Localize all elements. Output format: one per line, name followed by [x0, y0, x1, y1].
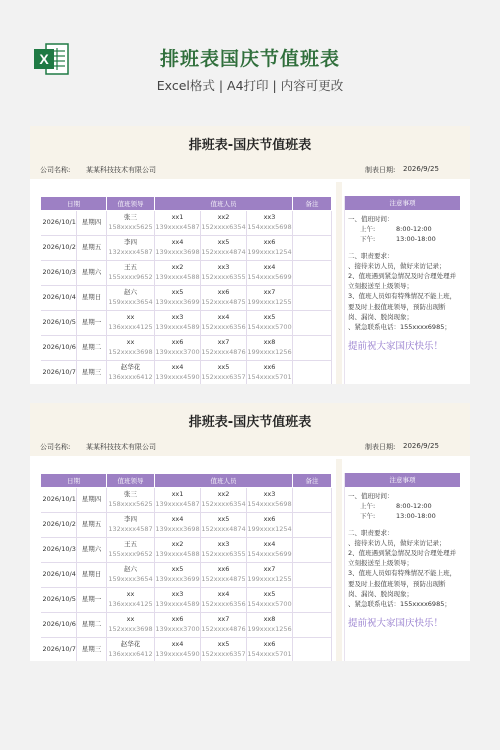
- cell-staff: [247, 563, 293, 588]
- notes-panel: [344, 473, 460, 661]
- col-header-leader: 值班领导: [107, 474, 155, 488]
- am-label: 上午:: [360, 502, 376, 511]
- duty-item-2: 2、值班遇到紧急情况及时合理处理并立刻报送至上级领导；: [348, 272, 457, 291]
- staff-phone: 139xxxx4588: [155, 550, 200, 558]
- staff-phone: 139xxxx4589: [155, 600, 200, 608]
- page-subtitle: Excel格式 | A4打印 | 内容可更改: [156, 78, 344, 93]
- leader-name: 赵华花: [120, 363, 141, 372]
- leader-phone: 155xxxx9652: [108, 550, 153, 558]
- staff-name: xx5: [217, 363, 230, 372]
- sheet-preview-2: [30, 403, 470, 661]
- leader-name: 赵六: [124, 565, 137, 574]
- holiday-wish: 提前祝大家国庆快乐！: [348, 340, 444, 352]
- staff-name: xx4: [263, 540, 276, 549]
- table-row: [41, 638, 332, 662]
- svg-text:X: X: [39, 51, 49, 67]
- cell-leader: [107, 261, 155, 286]
- table-row: [41, 211, 332, 236]
- staff-name: xx4: [217, 313, 230, 322]
- col-header-remark: 备注: [293, 474, 332, 488]
- sheet-title-band: [30, 403, 470, 456]
- cell-leader: [107, 588, 155, 613]
- cell-leader: [107, 563, 155, 588]
- staff-phone: 154xxxx5701: [247, 650, 292, 658]
- staff-name: xx3: [263, 213, 276, 222]
- cell-staff: [155, 513, 201, 538]
- table-row: [41, 538, 332, 563]
- staff-name: xx4: [171, 238, 184, 247]
- staff-phone: 139xxxx4587: [155, 223, 200, 231]
- staff-phone: 154xxxx5698: [247, 223, 292, 231]
- cell-weekday: 星期一: [77, 311, 107, 336]
- col-header-remark: 备注: [293, 197, 332, 211]
- staff-phone: 139xxxx3700: [155, 348, 200, 356]
- staff-name: xx6: [171, 615, 184, 624]
- cell-staff: [155, 563, 201, 588]
- cell-remark: [293, 211, 332, 236]
- am-label: 上午:: [360, 225, 376, 234]
- sheet-preview-1: [30, 126, 470, 384]
- cell-date: 2026/10/1: [41, 488, 77, 513]
- cell-staff: [155, 236, 201, 261]
- cell-staff: [201, 588, 247, 613]
- divider-strip: [336, 182, 342, 384]
- staff-phone: 199xxxx1255: [247, 298, 292, 306]
- duty-item-4: 、紧急联系电话：155xxxx6985；: [348, 322, 451, 331]
- notes-section-duty: 二、职责要求：: [348, 252, 394, 261]
- staff-phone: 152xxxx4876: [201, 348, 246, 356]
- company-label: 公司名称:: [40, 166, 71, 174]
- table-header-row: [41, 197, 332, 211]
- staff-phone: 152xxxx6357: [201, 373, 246, 381]
- leader-name: xx: [126, 615, 135, 624]
- notes-header: 注意事项: [345, 196, 460, 210]
- notes-section-time: 一、值班时间：: [348, 215, 394, 223]
- page-header: [0, 0, 500, 112]
- cell-staff: [155, 336, 201, 361]
- staff-name: xx2: [217, 490, 230, 499]
- cell-leader: [107, 513, 155, 538]
- staff-phone: 152xxxx4874: [201, 248, 246, 256]
- pm-label: 下午:: [360, 512, 376, 521]
- cell-remark: [293, 638, 332, 662]
- cell-leader: [107, 538, 155, 563]
- cell-staff: [155, 538, 201, 563]
- cell-leader: [107, 638, 155, 662]
- leader-phone: 136xxxx6412: [108, 373, 153, 381]
- duty-item-1: 、接待来访人员，做好来访记录；: [348, 262, 446, 271]
- staff-name: xx8: [263, 338, 276, 347]
- staff-phone: 154xxxx5699: [247, 273, 292, 281]
- staff-phone: 139xxxx3700: [155, 625, 200, 633]
- staff-phone: 154xxxx5701: [247, 373, 292, 381]
- leader-phone: 132xxxx4587: [108, 525, 153, 533]
- leader-phone: 158xxxx5625: [108, 500, 153, 508]
- staff-name: xx6: [263, 515, 276, 524]
- table-row: [41, 513, 332, 538]
- pm-time: 13:00-18:00: [396, 512, 436, 521]
- leader-phone: 159xxxx3654: [108, 298, 153, 306]
- staff-name: xx2: [171, 263, 184, 272]
- staff-name: xx1: [171, 490, 184, 499]
- staff-name: xx3: [217, 540, 230, 549]
- cell-staff: [247, 311, 293, 336]
- cell-staff: [201, 513, 247, 538]
- duty-item-3: 3、值班人员如有特殊情况不能上班，要及时上报值班领导，预防出现断岗、漏岗、脱岗现象；: [348, 292, 457, 321]
- cell-staff: [247, 211, 293, 236]
- date-value: 2026/9/25: [403, 442, 439, 450]
- table-row: [41, 488, 332, 513]
- table-row: [41, 261, 332, 286]
- cell-weekday: 星期五: [77, 236, 107, 261]
- staff-phone: 152xxxx4876: [201, 625, 246, 633]
- staff-phone: 199xxxx1254: [247, 525, 292, 533]
- holiday-wish: 提前祝大家国庆快乐！: [348, 617, 444, 629]
- cell-leader: [107, 286, 155, 311]
- cell-weekday: 星期六: [77, 538, 107, 563]
- staff-name: xx5: [217, 515, 230, 524]
- staff-phone: 139xxxx4588: [155, 273, 200, 281]
- staff-phone: 199xxxx1256: [247, 625, 292, 633]
- cell-date: 2026/10/2: [41, 513, 77, 538]
- staff-name: xx7: [263, 288, 276, 297]
- cell-staff: [201, 538, 247, 563]
- duty-item-2: 2、值班遇到紧急情况及时合理处理并立刻报送至上级领导；: [348, 549, 457, 568]
- leader-name: 李四: [124, 238, 137, 247]
- cell-staff: [201, 361, 247, 385]
- company-label: 公司名称:: [40, 443, 71, 451]
- staff-phone: 152xxxx6355: [201, 273, 246, 281]
- staff-name: xx5: [217, 238, 230, 247]
- table-row: [41, 563, 332, 588]
- cell-date: 2026/10/6: [41, 613, 77, 638]
- duty-table: [40, 196, 332, 384]
- duty-item-3: 3、值班人员如有特殊情况不能上班，要及时上报值班领导，预防出现断岗、漏岗、脱岗现象；: [348, 569, 457, 598]
- staff-name: xx3: [171, 590, 184, 599]
- table-row: [41, 286, 332, 311]
- cell-leader: [107, 311, 155, 336]
- staff-name: xx2: [217, 213, 230, 222]
- page-title: 排班表国庆节值班表: [159, 48, 340, 70]
- staff-name: xx7: [263, 565, 276, 574]
- notes-section-time: 一、值班时间：: [348, 492, 394, 500]
- cell-staff: [201, 563, 247, 588]
- sheet-title: 排班表-国庆节值班表: [188, 138, 312, 153]
- staff-phone: 139xxxx4589: [155, 323, 200, 331]
- cell-remark: [293, 588, 332, 613]
- staff-phone: 152xxxx6355: [201, 550, 246, 558]
- col-header-staff: 值班人员: [155, 197, 293, 211]
- staff-phone: 152xxxx4875: [201, 298, 246, 306]
- staff-name: xx6: [217, 565, 230, 574]
- table-row: [41, 311, 332, 336]
- staff-phone: 139xxxx3699: [155, 575, 200, 583]
- cell-date: 2026/10/5: [41, 588, 77, 613]
- leader-phone: 136xxxx6412: [108, 650, 153, 658]
- staff-name: xx4: [171, 363, 184, 372]
- cell-staff: [155, 211, 201, 236]
- duty-item-1: 、接待来访人员，做好来访记录；: [348, 539, 446, 548]
- leader-name: 张三: [124, 213, 137, 222]
- table-row: [41, 236, 332, 261]
- cell-weekday: 星期五: [77, 513, 107, 538]
- staff-phone: 152xxxx6356: [201, 323, 246, 331]
- cell-staff: [247, 588, 293, 613]
- leader-phone: 155xxxx9652: [108, 273, 153, 281]
- staff-phone: 152xxxx4875: [201, 575, 246, 583]
- table-row: [41, 336, 332, 361]
- cell-staff: [247, 613, 293, 638]
- cell-staff: [247, 538, 293, 563]
- cell-staff: [201, 311, 247, 336]
- pm-label: 下午:: [360, 235, 376, 244]
- cell-staff: [201, 211, 247, 236]
- cell-weekday: 星期四: [77, 488, 107, 513]
- cell-weekday: 星期一: [77, 588, 107, 613]
- staff-name: xx3: [263, 490, 276, 499]
- table-row: [41, 588, 332, 613]
- leader-name: 李四: [124, 515, 137, 524]
- cell-remark: [293, 563, 332, 588]
- staff-phone: 139xxxx3699: [155, 298, 200, 306]
- cell-date: 2026/10/2: [41, 236, 77, 261]
- col-header-date: 日期: [41, 474, 107, 488]
- staff-name: xx4: [171, 640, 184, 649]
- cell-weekday: 星期六: [77, 261, 107, 286]
- leader-phone: 136xxxx4125: [108, 323, 153, 331]
- leader-phone: 159xxxx3654: [108, 575, 153, 583]
- notes-header: 注意事项: [345, 473, 460, 487]
- staff-phone: 152xxxx6356: [201, 600, 246, 608]
- staff-phone: 199xxxx1256: [247, 348, 292, 356]
- cell-staff: [155, 261, 201, 286]
- cell-leader: [107, 336, 155, 361]
- cell-staff: [155, 286, 201, 311]
- staff-name: xx7: [217, 615, 230, 624]
- cell-weekday: 星期日: [77, 563, 107, 588]
- cell-staff: [155, 361, 201, 385]
- staff-phone: 139xxxx3698: [155, 525, 200, 533]
- cell-weekday: 星期四: [77, 211, 107, 236]
- table-row: [41, 361, 332, 385]
- table-header-row: [41, 474, 332, 488]
- notes-section-duty: 二、职责要求：: [348, 529, 394, 538]
- cell-leader: [107, 613, 155, 638]
- cell-remark: [293, 538, 332, 563]
- cell-staff: [201, 261, 247, 286]
- leader-phone: 152xxxx3698: [108, 348, 153, 356]
- col-header-date: 日期: [41, 197, 107, 211]
- leader-name: xx: [126, 590, 135, 599]
- duty-item-4: 、紧急联系电话：155xxxx6985；: [348, 599, 451, 608]
- staff-phone: 199xxxx1254: [247, 248, 292, 256]
- leader-name: 王五: [124, 540, 137, 549]
- staff-phone: 152xxxx6354: [201, 500, 246, 508]
- staff-name: xx2: [171, 540, 184, 549]
- staff-phone: 152xxxx6357: [201, 650, 246, 658]
- leader-phone: 158xxxx5625: [108, 223, 153, 231]
- staff-name: xx6: [263, 640, 276, 649]
- duty-table: [40, 473, 332, 661]
- cell-staff: [155, 488, 201, 513]
- col-header-leader: 值班领导: [107, 197, 155, 211]
- am-time: 8:00-12:00: [396, 502, 432, 511]
- leader-phone: 132xxxx4587: [108, 248, 153, 256]
- staff-phone: 154xxxx5698: [247, 500, 292, 508]
- cell-remark: [293, 261, 332, 286]
- am-time: 8:00-12:00: [396, 225, 432, 234]
- cell-staff: [247, 336, 293, 361]
- leader-name: 王五: [124, 263, 137, 272]
- cell-weekday: 星期二: [77, 613, 107, 638]
- notes-panel: [344, 196, 460, 384]
- cell-staff: [247, 361, 293, 385]
- cell-leader: [107, 488, 155, 513]
- cell-staff: [201, 236, 247, 261]
- leader-phone: 136xxxx4125: [108, 600, 153, 608]
- cell-staff: [155, 613, 201, 638]
- leader-name: xx: [126, 338, 135, 347]
- cell-remark: [293, 236, 332, 261]
- cell-date: 2026/10/1: [41, 211, 77, 236]
- cell-date: 2026/10/4: [41, 286, 77, 311]
- company-name: 某某科技技术有限公司: [86, 166, 156, 174]
- cell-date: 2026/10/7: [41, 361, 77, 385]
- staff-phone: 139xxxx4590: [155, 373, 200, 381]
- leader-name: 赵六: [124, 288, 137, 297]
- cell-staff: [247, 513, 293, 538]
- staff-name: xx4: [171, 515, 184, 524]
- staff-name: xx3: [217, 263, 230, 272]
- cell-leader: [107, 211, 155, 236]
- cell-staff: [155, 311, 201, 336]
- date-label: 制表日期:: [365, 166, 396, 174]
- staff-name: xx1: [171, 213, 184, 222]
- cell-weekday: 星期日: [77, 286, 107, 311]
- cell-date: 2026/10/5: [41, 311, 77, 336]
- company-name: 某某科技技术有限公司: [86, 443, 156, 451]
- cell-date: 2026/10/6: [41, 336, 77, 361]
- leader-name: xx: [126, 313, 135, 322]
- leader-name: 赵华花: [120, 640, 141, 649]
- cell-staff: [155, 638, 201, 662]
- staff-phone: 139xxxx4587: [155, 500, 200, 508]
- cell-staff: [247, 488, 293, 513]
- cell-remark: [293, 513, 332, 538]
- cell-remark: [293, 336, 332, 361]
- cell-leader: [107, 236, 155, 261]
- staff-name: xx4: [217, 590, 230, 599]
- staff-name: xx5: [171, 565, 184, 574]
- staff-name: xx4: [263, 263, 276, 272]
- cell-staff: [201, 286, 247, 311]
- table-row: [41, 613, 332, 638]
- staff-name: xx8: [263, 615, 276, 624]
- cell-staff: [201, 488, 247, 513]
- date-value: 2026/9/25: [403, 165, 439, 173]
- cell-weekday: 星期三: [77, 638, 107, 662]
- staff-phone: 154xxxx5700: [247, 323, 292, 331]
- cell-remark: [293, 311, 332, 336]
- cell-staff: [247, 261, 293, 286]
- sheet-title-band: [30, 126, 470, 179]
- cell-date: 2026/10/3: [41, 538, 77, 563]
- cell-staff: [247, 286, 293, 311]
- staff-phone: 154xxxx5700: [247, 600, 292, 608]
- cell-remark: [293, 286, 332, 311]
- cell-leader: [107, 361, 155, 385]
- cell-date: 2026/10/3: [41, 261, 77, 286]
- cell-staff: [155, 588, 201, 613]
- staff-name: xx6: [171, 338, 184, 347]
- staff-name: xx6: [217, 288, 230, 297]
- staff-name: xx5: [263, 590, 276, 599]
- date-label: 制表日期:: [365, 443, 396, 451]
- leader-name: 张三: [124, 490, 137, 499]
- cell-staff: [201, 638, 247, 662]
- sheet-title: 排班表-国庆节值班表: [188, 415, 312, 430]
- cell-remark: [293, 613, 332, 638]
- staff-name: xx5: [217, 640, 230, 649]
- staff-phone: 199xxxx1255: [247, 575, 292, 583]
- staff-phone: 152xxxx4874: [201, 525, 246, 533]
- cell-date: 2026/10/7: [41, 638, 77, 662]
- staff-name: xx6: [263, 363, 276, 372]
- cell-staff: [201, 336, 247, 361]
- staff-phone: 152xxxx6354: [201, 223, 246, 231]
- leader-phone: 152xxxx3698: [108, 625, 153, 633]
- cell-staff: [247, 638, 293, 662]
- cell-date: 2026/10/4: [41, 563, 77, 588]
- staff-phone: 154xxxx5699: [247, 550, 292, 558]
- staff-name: xx5: [263, 313, 276, 322]
- staff-name: xx6: [263, 238, 276, 247]
- cell-staff: [201, 613, 247, 638]
- cell-weekday: 星期三: [77, 361, 107, 385]
- staff-phone: 139xxxx4590: [155, 650, 200, 658]
- staff-phone: 139xxxx3698: [155, 248, 200, 256]
- cell-staff: [247, 236, 293, 261]
- col-header-staff: 值班人员: [155, 474, 293, 488]
- cell-remark: [293, 361, 332, 385]
- cell-remark: [293, 488, 332, 513]
- pm-time: 13:00-18:00: [396, 235, 436, 244]
- staff-name: xx3: [171, 313, 184, 322]
- staff-name: xx5: [171, 288, 184, 297]
- staff-name: xx7: [217, 338, 230, 347]
- divider-strip: [336, 459, 342, 661]
- cell-weekday: 星期二: [77, 336, 107, 361]
